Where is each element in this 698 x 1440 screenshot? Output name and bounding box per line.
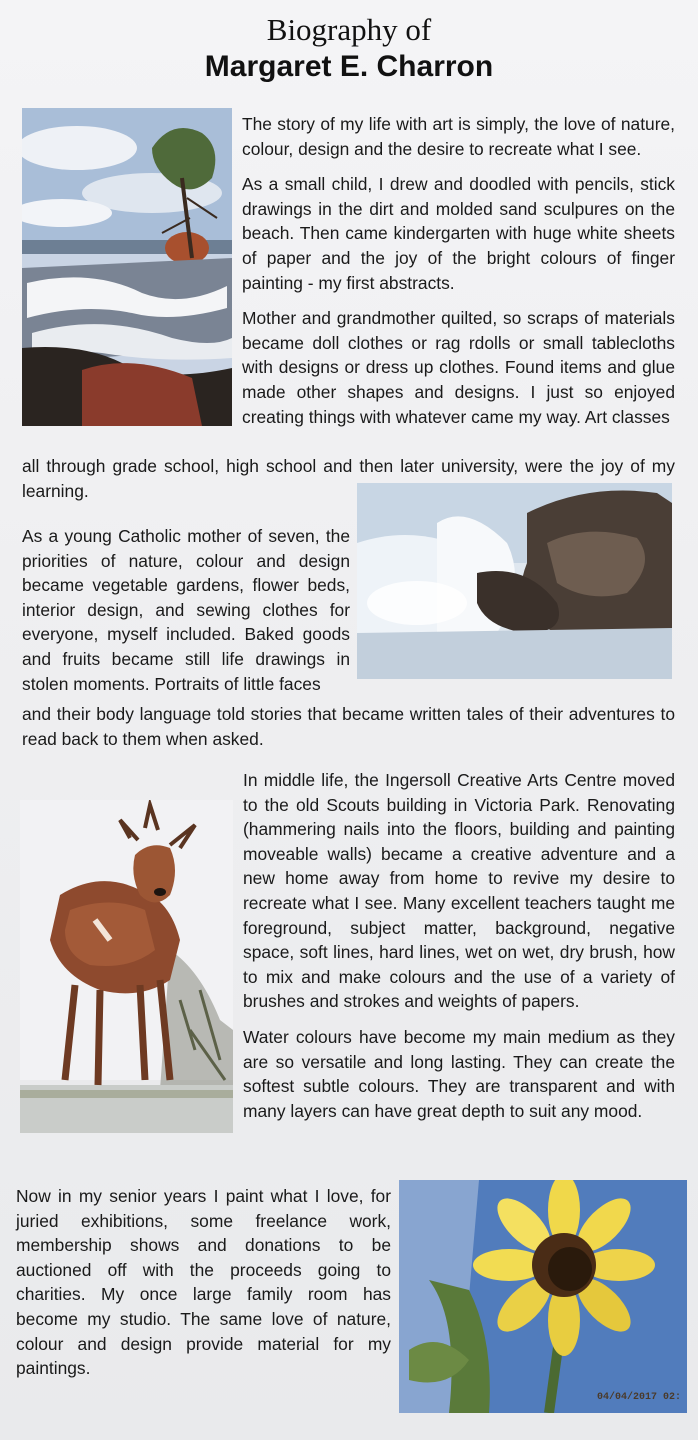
paragraph-6: Water colours have become my main medium as they are so versatile and long lasting. They can create the softest subtle colours. They are transparent and with many layers can have great depth to suit any mood.: [243, 1026, 675, 1121]
paragraph-7: Now in my senior years I paint what I love, for juried exhibitions, some freelance work, membership shows and donations to be auctioned off with the proceeds going to charities. My once large family room has become my studio. The same love of nature, colour and design provide material for my paintings.: [16, 1186, 391, 1379]
title-line-1: Biography of: [266, 12, 432, 47]
rocks-and-splashing-water-painting: [357, 483, 672, 679]
paragraph-3b: all through grade school, high school and then later university, were the joy of my learning.: [22, 456, 675, 501]
text-block-right-2: [243, 768, 675, 1123]
title-line-2: Margaret E. Charron: [204, 50, 494, 83]
paragraph-4b: and their body language told stories that became written tales of their adventures to read back to them when asked.: [22, 704, 675, 749]
text-block-right-1: [242, 112, 675, 429]
paragraph-3a: Mother and grandmother quilted, so scraps of materials became doll clothes or rag rdolls or small tablecloths with designs or dress up clothes. Found items and glue made other shapes and designs. I just so enjoyed creating things with whatever came my way. Art classes: [242, 308, 675, 427]
sunflower-painting: [399, 1180, 687, 1413]
paragraph-1: The story of my life with art is simply, the love of nature, colour, design and the desire to recreate what I see.: [242, 114, 675, 159]
deer-painting: [20, 800, 233, 1133]
paragraph-5: In middle life, the Ingersoll Creative Arts Centre moved to the old Scouts building in Victoria Park. Renovating (hammering nails into the floors, building and painting moveable walls) became a creative adventure and a new home away from home to revive my desire to recreate what I see. Many excellent teachers taught me foreground, subject matter, background, negative space, soft lines, hard lines, wet on wet, dry brush, how to mix and make colours and the use of a variety of brushes and strokes and weights of papers.: [243, 770, 675, 1012]
winter-landscape-painting: [22, 108, 232, 426]
date-stamp: 04/04/2017 02:: [596, 1392, 681, 1403]
paragraph-4a: As a young Catholic mother of seven, the priorities of nature, colour and design became vegetable gardens, flower beds, interior design, and sewing clothes for everyone, myself included. Baked goods and fruits became still life drawings in stolen moments. Portraits of little faces: [22, 526, 350, 694]
paragraph-2: As a small child, I drew and doodled with pencils, stick drawings in the dirt and molded sand sculpures on the beach. Then came kindergarten with huge white sheets of paper and the joy of the bright colours of finger painting - my first abstracts.: [242, 174, 675, 293]
